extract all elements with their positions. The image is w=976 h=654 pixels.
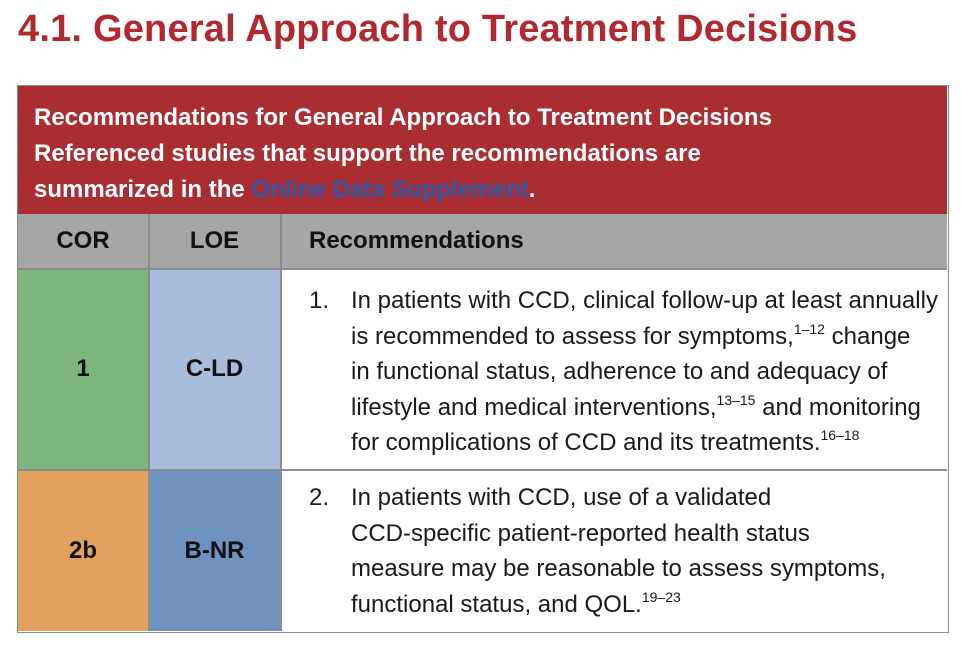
- header-recommendations: Recommendations: [281, 214, 947, 268]
- online-data-supplement-link[interactable]: Online Data Supplement: [251, 176, 529, 203]
- text-line: [351, 551, 951, 587]
- cor-cell: 1: [18, 269, 148, 469]
- row-divider: [18, 469, 947, 471]
- cor-cell: 2b: [18, 470, 148, 631]
- header-cor: COR: [18, 214, 148, 268]
- line-text: In patients with CCD, use of a validated: [351, 484, 772, 511]
- text-line: [351, 480, 951, 516]
- banner-subtitle-line: Referenced studies that support the recommendations are: [34, 140, 701, 167]
- recommendation-text: [351, 480, 951, 622]
- text-line: [351, 283, 951, 319]
- row-divider: [18, 268, 947, 270]
- table-banner: [18, 86, 947, 214]
- recommendations-table: [17, 85, 949, 633]
- text-line: [351, 587, 951, 623]
- banner-text: summarized in the: [34, 176, 252, 203]
- text-line: [351, 319, 951, 355]
- reference-superscript: 13–15: [716, 391, 756, 408]
- text-line: [351, 425, 951, 461]
- banner-subtitle-line: [34, 172, 931, 208]
- text-line: [351, 390, 951, 426]
- header-loe: LOE: [149, 214, 280, 268]
- reference-superscript: 19–23: [641, 588, 681, 605]
- loe-cell: B-NR: [149, 470, 280, 631]
- banner-text: .: [528, 176, 536, 203]
- line-text: In patients with CCD, clinical follow-up at least annually: [351, 287, 938, 314]
- line-text: measure may be reasonable to assess symptoms,: [351, 555, 886, 582]
- line-text: CCD-specific patient-reported health status: [351, 519, 810, 547]
- recommendation-number: 2.: [309, 484, 330, 511]
- line-text: is recommended to assess for symptoms,: [351, 322, 794, 350]
- text-line: [351, 516, 951, 552]
- recommendation-text: [351, 283, 951, 461]
- line-text: and monitoring: [755, 393, 921, 421]
- column-divider: [280, 214, 282, 631]
- line-text: functional status, and QOL.: [351, 590, 642, 618]
- line-text: for complications of CCD and its treatments.: [351, 429, 821, 456]
- line-text: change: [824, 322, 911, 350]
- reference-superscript: 1–12: [793, 320, 825, 337]
- section-title: 4.1. General Approach to Treatment Decisions: [18, 8, 858, 50]
- line-text: in functional status, adherence to and adequacy of: [351, 358, 888, 385]
- recommendation-cell: [281, 470, 947, 631]
- loe-cell: C-LD: [149, 269, 280, 469]
- banner-title: Recommendations for General Approach to Treatment Decisions: [34, 104, 772, 131]
- recommendation-number: 1.: [309, 287, 330, 314]
- recommendation-cell: [281, 269, 947, 469]
- reference-superscript: 16–18: [820, 427, 860, 443]
- text-line: [351, 354, 951, 390]
- column-divider: [148, 214, 150, 631]
- line-text: lifestyle and medical interventions,: [351, 393, 717, 421]
